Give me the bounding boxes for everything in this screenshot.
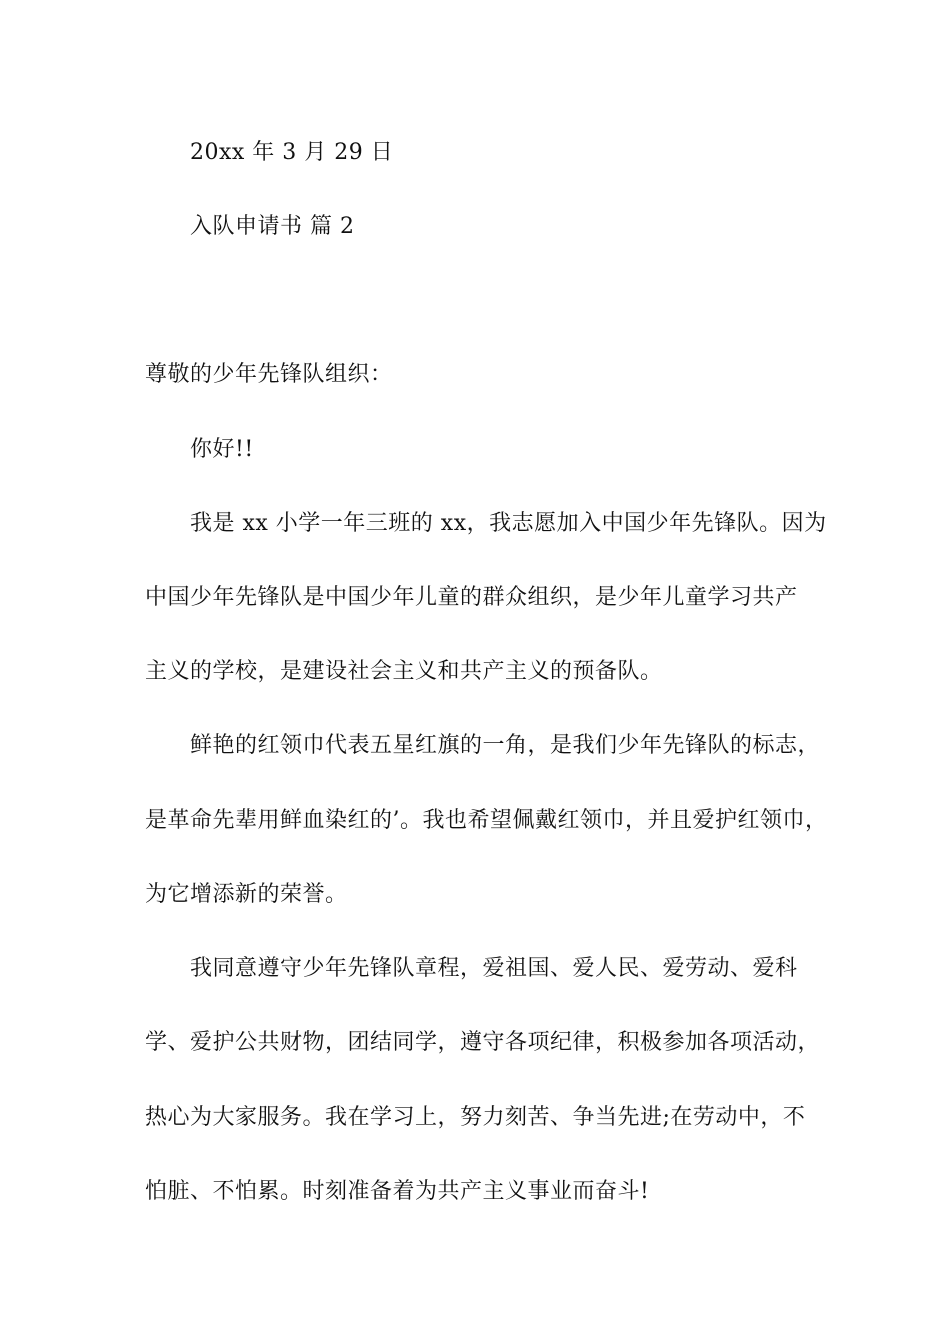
paragraph1-line: 主义的学校，是建设社会主义和共产主义的预备队。 [145,659,663,684]
paragraph2-line: 是革命先辈用鲜血染红的’。我也希望佩戴红领巾，并且爱护红领巾， [145,808,828,833]
paragraph3-line: 学、爱护公共财物，团结同学，遵守各项纪律，积极参加各项活动， [145,1030,821,1055]
date-line: 20xx 年 3 月 29 日 [190,140,394,165]
greeting: 你好!! [190,437,254,462]
paragraph2-line: 鲜艳的红领巾代表五星红旗的一角，是我们少年先锋队的标志， [190,733,821,758]
paragraph3-line: 怕脏、不怕累。时刻准备着为共产主义事业而奋斗! [145,1179,650,1204]
paragraph3-line: 热心为大家服务。我在学习上，努力刻苦、争当先进;在劳动中，不 [145,1105,806,1130]
document-heading: 入队申请书 篇 2 [190,214,355,239]
paragraph3-line: 我同意遵守少年先锋队章程，爱祖国、爱人民、爱劳动、爱科 [190,956,798,981]
paragraph1-line: 我是 xx 小学一年三班的 xx，我志愿加入中国少年先锋队。因为 [190,511,827,536]
paragraph1-line: 中国少年先锋队是中国少年儿童的群众组织，是少年儿童学习共产 [145,585,798,610]
salutation: 尊敬的少年先锋队组织： [145,362,393,387]
paragraph2-line: 为它增添新的荣誉。 [145,882,348,907]
